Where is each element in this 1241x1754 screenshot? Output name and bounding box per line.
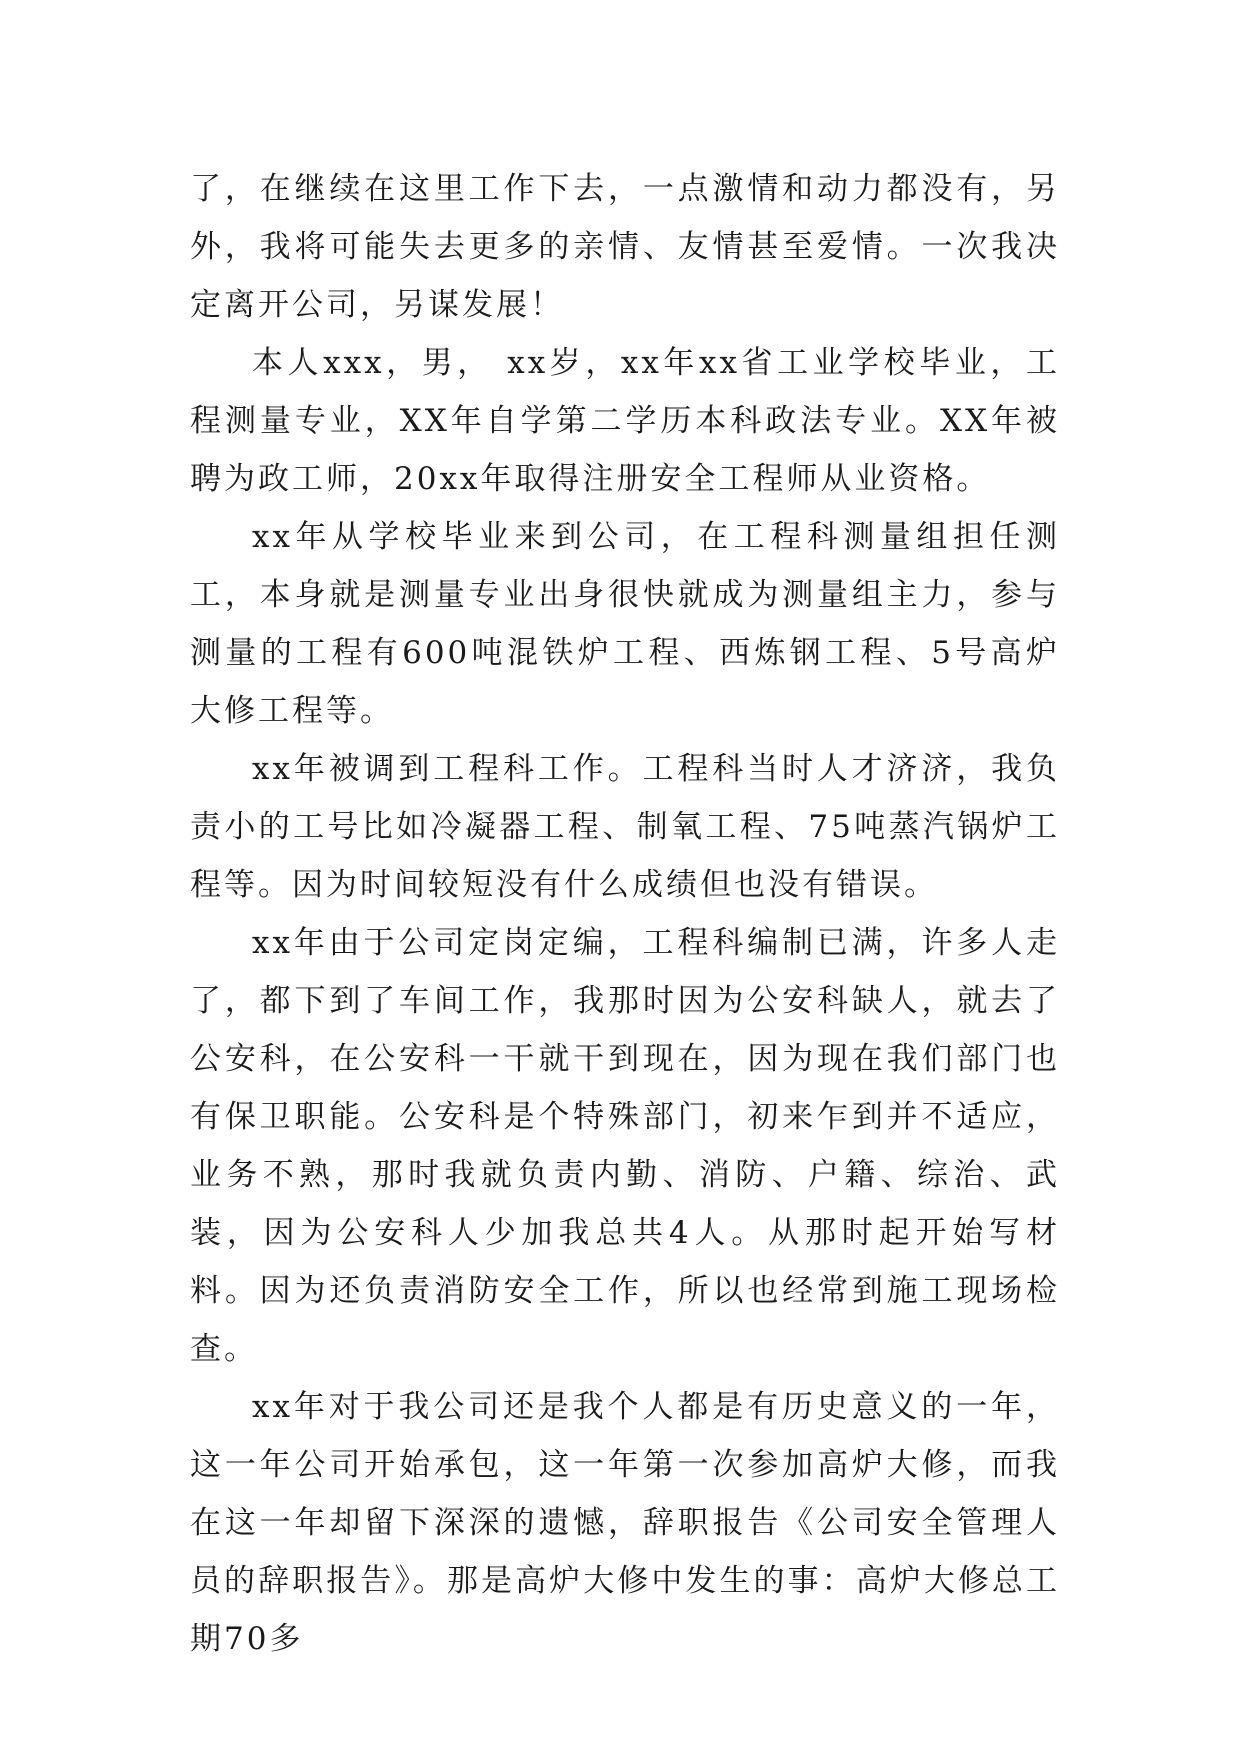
- paragraph-engineering-dept: xx年被调到工程科工作。工程科当时人才济济，我负责小的工号比如冷凝器工程、制氧工程、75吨蒸汽锅炉工程等。因为时间较短没有什么成绩但也没有错误。: [190, 751, 1060, 903]
- paragraph-continuation: 了，在继续在这里工作下去，一点激情和动力都没有，另外，我将可能失去更多的亲情、友情甚至爱情。一次我决定离开公司，另谋发展！: [190, 171, 1060, 323]
- paragraph-personal-info: 本人xxx，男， xx岁，xx年xx省工业学校毕业，工程测量专业，XX年自学第二学历本科政法专业。XX年被聘为政工师，20xx年取得注册安全工程师从业资格。: [190, 345, 1060, 497]
- paragraph-survey-work: xx年从学校毕业来到公司，在工程科测量组担任测工，本身就是测量专业出身很快就成为测量组主力，参与测量的工程有600吨混铁炉工程、西炼钢工程、5号高炉大修工程等。: [190, 519, 1060, 729]
- paragraph-security-dept: xx年由于公司定岗定编，工程科编制已满，许多人走了，都下到了车间工作，我那时因为公安科缺人，就去了公安科，在公安科一干就干到现在，因为现在我们部门也有保卫职能。公安科是个特殊部门，初来乍到并不适应，业务不熟，那时我就负责内勤、消防、户籍、综治、武装，因为公安科人少加我总共4人。从那时起开始写材料。因为还负责消防安全工作，所以也经常到施工现场检查。: [190, 925, 1060, 1367]
- document-body: [190, 160, 1060, 1668]
- paragraph-historic-year: xx年对于我公司还是我个人都是有历史意义的一年，这一年公司开始承包，这一年第一次参加高炉大修，而我在这一年却留下深深的遗憾，辞职报告《公司安全管理人员的辞职报告》。那是高炉大修中发生的事：高炉大修总工期70多: [190, 1389, 1060, 1657]
